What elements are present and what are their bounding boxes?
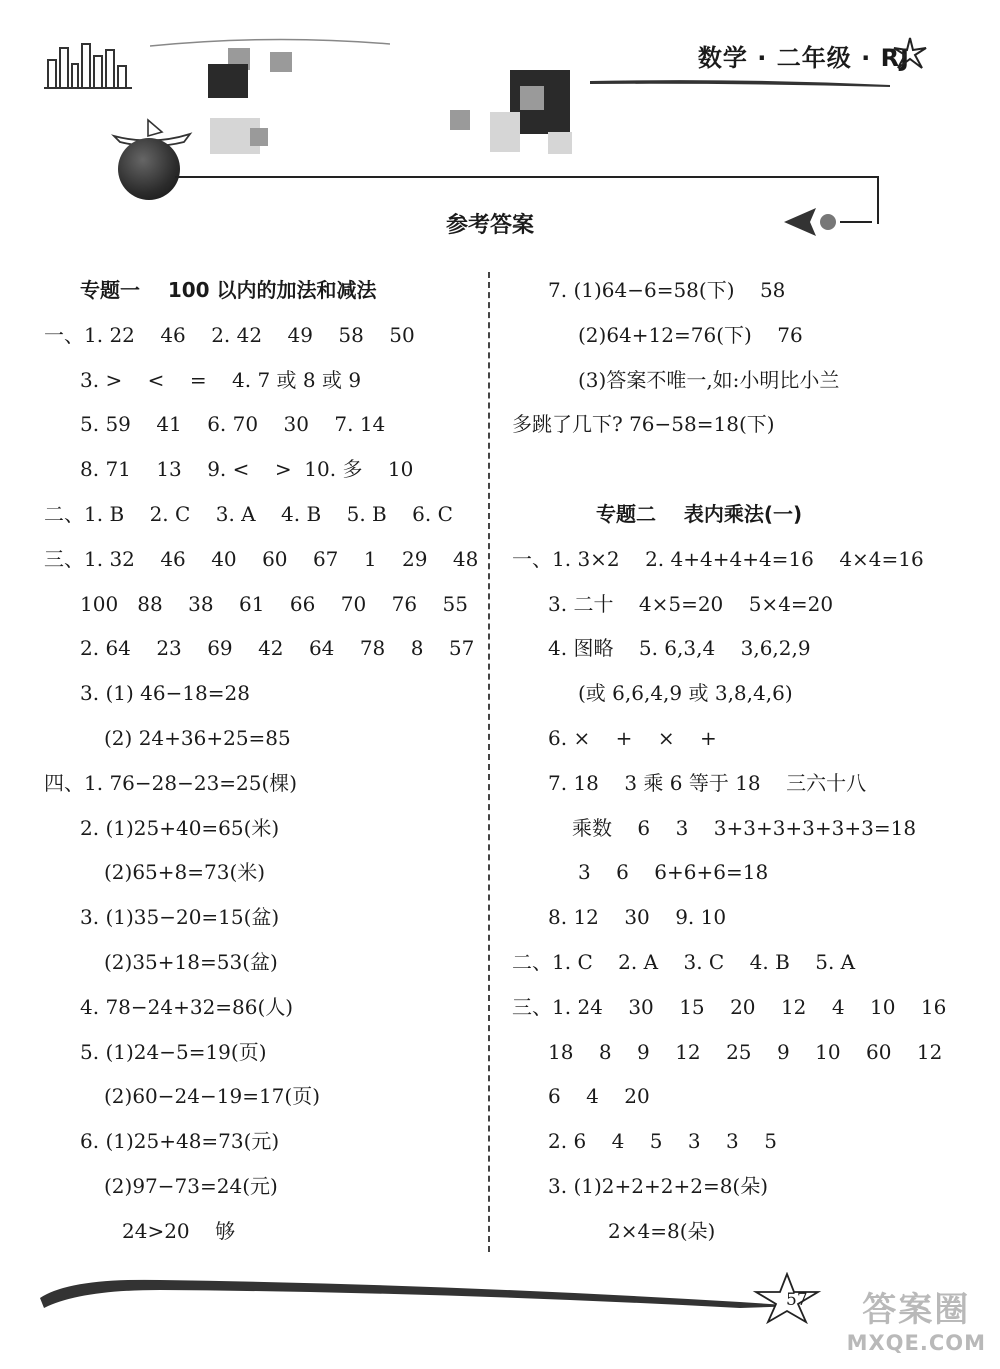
column-divider bbox=[488, 272, 490, 1252]
watermark-main: 答案圈 bbox=[862, 1290, 971, 1330]
page-title: 参考答案 bbox=[445, 213, 534, 238]
answer-line: 二、1. C 2. A 3. C 4. B 5. A bbox=[512, 949, 856, 974]
answer-line: 7. (1)64−6=58(下) 58 bbox=[548, 278, 786, 302]
answer-line: 18 8 9 12 25 9 10 60 12 bbox=[548, 1039, 943, 1064]
answer-line: 5. (1)24−5=19(页) bbox=[80, 1039, 267, 1064]
answer-line: 四、1. 76−28−23=25(棵) bbox=[44, 770, 298, 795]
answer-line: 3. 二十 4×5=20 5×4=20 bbox=[548, 591, 834, 616]
page-number: 57 bbox=[786, 1290, 808, 1310]
answer-line: (2)65+8=73(米) bbox=[104, 860, 266, 885]
answer-line: 2. 64 23 69 42 64 78 8 57 bbox=[80, 636, 475, 661]
answer-line: 100 88 38 61 66 70 76 55 bbox=[80, 591, 468, 616]
watermark bbox=[847, 1282, 986, 1355]
answer-line: 7. 18 3 乘 6 等于 18 三六十八 bbox=[548, 770, 867, 795]
header-brush-stroke bbox=[590, 78, 890, 88]
answer-line: (2)35+18=53(盆) bbox=[104, 949, 278, 974]
answer-line: (2)64+12=76(下) 76 bbox=[578, 322, 803, 347]
answer-line: 6. × + × + bbox=[548, 725, 717, 750]
answer-line: (2)97−73=24(元) bbox=[104, 1173, 278, 1198]
answer-line: (2)60−24−19=17(页) bbox=[104, 1084, 321, 1109]
answer-line: 8. 71 13 9. < > 10. 多 10 bbox=[80, 457, 414, 482]
answer-line: 8. 12 30 9. 10 bbox=[548, 905, 727, 930]
answer-line: 6. (1)25+48=73(元) bbox=[80, 1129, 280, 1154]
answer-line: 二、1. B 2. C 3. A 4. B 5. B 6. C bbox=[44, 501, 453, 526]
answer-line: 3. (1) 46−18=28 bbox=[80, 681, 250, 706]
answer-line: 3. (1)35−20=15(盆) bbox=[80, 905, 280, 930]
left-answer-column bbox=[44, 268, 478, 1254]
answer-line: 2×4=8(朵) bbox=[608, 1218, 716, 1243]
right-answer-column bbox=[512, 268, 946, 1254]
answer-line: 6 4 20 bbox=[548, 1084, 650, 1109]
planet-ball-icon bbox=[118, 138, 180, 200]
arrow-left-icon bbox=[782, 204, 872, 240]
answer-line: 一、1. 3×2 2. 4+4+4+4=16 4×4=16 bbox=[512, 546, 924, 571]
answer-line: 4. 78−24+32=86(人) bbox=[80, 994, 294, 1019]
header-wave-line bbox=[150, 36, 390, 50]
answer-line: 2. (1)25+40=65(米) bbox=[80, 815, 280, 840]
header-subject-label: 数学 · 二年级 · RJ bbox=[697, 44, 910, 72]
answer-line: 4. 图略 5. 6,3,4 3,6,2,9 bbox=[548, 636, 811, 661]
section-heading: 专题二 表内乘法(一) bbox=[596, 501, 803, 526]
answer-line: 多跳了几下? 76−58=18(下) bbox=[512, 412, 775, 437]
section-heading: 专题一 100 以内的加法和减法 bbox=[80, 278, 377, 302]
answer-line: 3. (1)2+2+2+2=8(朵) bbox=[548, 1173, 769, 1198]
answer-line bbox=[512, 447, 946, 492]
watermark-url: MXQE.COM bbox=[846, 1331, 986, 1355]
answer-line: 3 6 6+6+6=18 bbox=[578, 860, 769, 885]
city-skyline-icon bbox=[44, 38, 134, 90]
footer-brush-stroke bbox=[40, 1268, 800, 1312]
answer-line: 5. 59 41 6. 70 30 7. 14 bbox=[80, 412, 386, 437]
answer-line: 3. > < = 4. 7 或 8 或 9 bbox=[80, 367, 362, 392]
answer-line: 24>20 够 bbox=[122, 1218, 236, 1243]
answer-line: 三、1. 24 30 15 20 12 4 10 16 bbox=[512, 994, 947, 1019]
answer-line: (3)答案不唯一,如:小明比小兰 bbox=[578, 367, 840, 392]
answer-line: (2) 24+36+25=85 bbox=[104, 725, 291, 750]
answer-line: (或 6,6,4,9 或 3,8,4,6) bbox=[578, 681, 793, 706]
star-icon bbox=[890, 36, 930, 72]
answer-line: 三、1. 32 46 40 60 67 1 29 48 bbox=[44, 546, 479, 571]
answer-line: 一、1. 22 46 2. 42 49 58 50 bbox=[44, 322, 415, 347]
answer-line: 乘数 6 3 3+3+3+3+3+3=18 bbox=[572, 815, 917, 840]
answer-line: 2. 6 4 5 3 3 5 bbox=[548, 1129, 777, 1154]
